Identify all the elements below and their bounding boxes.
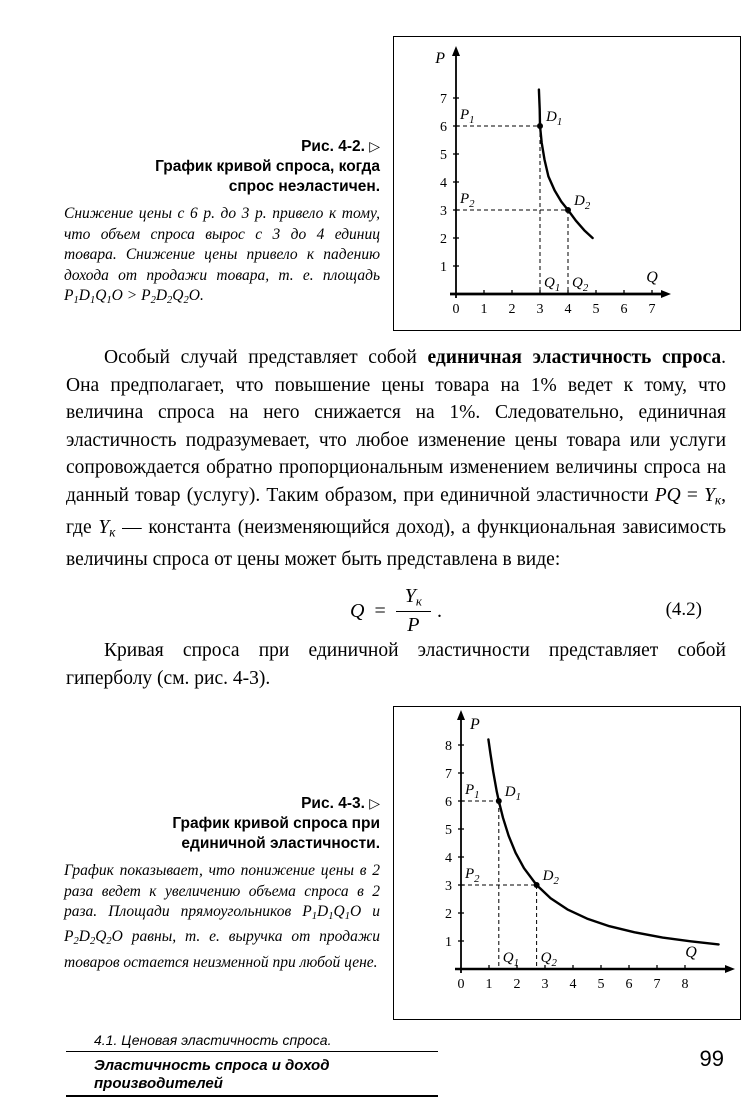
svg-text:5: 5 — [597, 977, 605, 992]
svg-text:Q2: $Q_2$ — [572, 275, 589, 294]
svg-text:3: 3 — [541, 977, 549, 992]
figure-4-2-description: Снижение цены с 6 р. до 3 р. привело к тому, что объем спроса вырос с 3 до 4 единиц товара. Снижение цены привело к падению дохода от продажи товара, т. е. площадь P1D1Q1O > P2D2Q2O. — [64, 205, 380, 306]
figure-number: Рис. 4-2. — [301, 138, 365, 155]
svg-text:6: 6 — [625, 977, 633, 992]
svg-text:6: 6 — [445, 795, 452, 810]
figure-4-2-title: График кривой спроса, когда спрос неэластичен. — [155, 158, 380, 195]
demand-curve-chart-4-2 — [393, 36, 741, 331]
svg-text:D1: $D_1$ — [546, 109, 563, 128]
footer-rule-thick — [66, 1095, 438, 1097]
formula-denominator: P — [407, 614, 420, 637]
unit-elasticity-chart-4-3 — [393, 706, 741, 1020]
page-number: 99 — [699, 1046, 724, 1071]
pointer-triangle-icon: ▷ — [369, 796, 380, 812]
footer-running-titles — [66, 1031, 438, 1097]
formula-numerator: Yк — [396, 585, 431, 612]
svg-text:3: 3 — [536, 302, 544, 317]
figure-number: Рис. 4-3. — [301, 795, 365, 812]
svg-text:1: 1 — [445, 935, 452, 950]
svg-text:4: 4 — [440, 176, 447, 191]
svg-text:4: 4 — [445, 851, 452, 866]
svg-text:2: 2 — [508, 302, 516, 317]
formula-period: . — [436, 599, 442, 622]
svg-text:4: 4 — [569, 977, 577, 992]
svg-text:Q1: $Q_1$ — [502, 950, 520, 969]
svg-text:5: 5 — [592, 302, 600, 317]
equation-4-2-row — [66, 579, 726, 643]
footer-section-title: 4.1. Ценовая эластичность спроса. — [94, 1032, 332, 1048]
footer-rule-thin — [66, 1051, 438, 1052]
footer-chapter-title: Эластичность спроса и доход производителей — [94, 1057, 330, 1092]
svg-text:D1: $D_1$ — [504, 784, 522, 803]
svg-text:7: 7 — [445, 767, 452, 782]
formula-lhs: Q — [350, 599, 365, 622]
svg-text:7: 7 — [440, 92, 447, 107]
equation-number: (4.2) — [665, 599, 702, 620]
svg-text:3: 3 — [445, 879, 452, 894]
figure-4-3-title: График кривой спроса при единичной эластичности. — [172, 815, 380, 852]
pointer-triangle-icon: ▷ — [369, 139, 380, 155]
svg-text:P: P — [470, 716, 480, 733]
svg-text:1: 1 — [440, 260, 447, 275]
svg-text:8: 8 — [681, 977, 689, 992]
svg-text:1: 1 — [480, 302, 488, 317]
formula-fraction — [396, 585, 431, 637]
figure-4-3-description: График показывает, что понижение цены в 2 раза ведет к увеличению объема спроса в 2 раза. Площади прямоугольников P1D1Q1O и P2D2Q2O равны, т. е. выручка от продажи товаров остается неизменной при любой цене. — [64, 862, 380, 971]
svg-text:3: 3 — [440, 204, 447, 219]
svg-text:0: 0 — [457, 977, 465, 992]
svg-text:Q: Q — [646, 269, 658, 286]
equation-4-2 — [350, 585, 442, 637]
figure-4-2-label — [64, 137, 380, 157]
svg-text:0: 0 — [452, 302, 460, 317]
figure-4-3-caption — [64, 794, 380, 973]
svg-text:Q2: $Q_2$ — [540, 950, 557, 969]
svg-text:6: 6 — [620, 302, 628, 317]
svg-text:P2: $P_2$ — [460, 191, 475, 210]
formula-equals-sign: = — [374, 599, 386, 622]
svg-text:P: P — [435, 50, 445, 67]
svg-text:7: 7 — [653, 977, 661, 992]
svg-text:P1: $P_1$ — [465, 782, 480, 801]
body-paragraph-2: Кривая спроса при единичной эластичности представляет собой гиперболу (см. рис. 4-3). — [66, 640, 726, 689]
svg-text:Q: Q — [685, 944, 697, 961]
svg-text:2: 2 — [445, 907, 452, 922]
figure-4-3-label — [64, 794, 380, 814]
svg-text:2: 2 — [440, 232, 447, 247]
svg-text:D2: $D_2$ — [574, 193, 591, 212]
svg-text:8: 8 — [445, 739, 452, 754]
svg-text:D2: $D_2$ — [542, 868, 559, 887]
svg-text:1: 1 — [485, 977, 493, 992]
svg-text:6: 6 — [440, 120, 447, 135]
svg-text:5: 5 — [440, 148, 447, 163]
page-footer — [66, 1031, 726, 1097]
body-paragraph-1: Особый случай представляет собой единичная эластичность спроса. Она предполагает, что повышение цены товара на 1% ведет к тому, что величина спроса на него снижается на 1%. Следовательно, единичная эластичность подразумевает, что любое изменение цены товара или услуги сопровождается обратно пропорциональным изменением величины спроса на данный товар (услугу). Таким образом, при единичной эластичности PQ = Yк, где Yк — константа (неизменяющийся доход), а функциональная зависимость величины спроса от цены может быть представлена в виде: — [66, 347, 726, 570]
svg-text:2: 2 — [513, 977, 521, 992]
svg-text:5: 5 — [445, 823, 452, 838]
svg-text:P2: $P_2$ — [465, 866, 480, 885]
svg-text:4: 4 — [564, 302, 572, 317]
svg-text:7: 7 — [648, 302, 656, 317]
figure-4-2-caption — [64, 137, 380, 311]
svg-text:Q1: $Q_1$ — [544, 275, 561, 294]
svg-text:P1: $P_1$ — [460, 107, 475, 126]
